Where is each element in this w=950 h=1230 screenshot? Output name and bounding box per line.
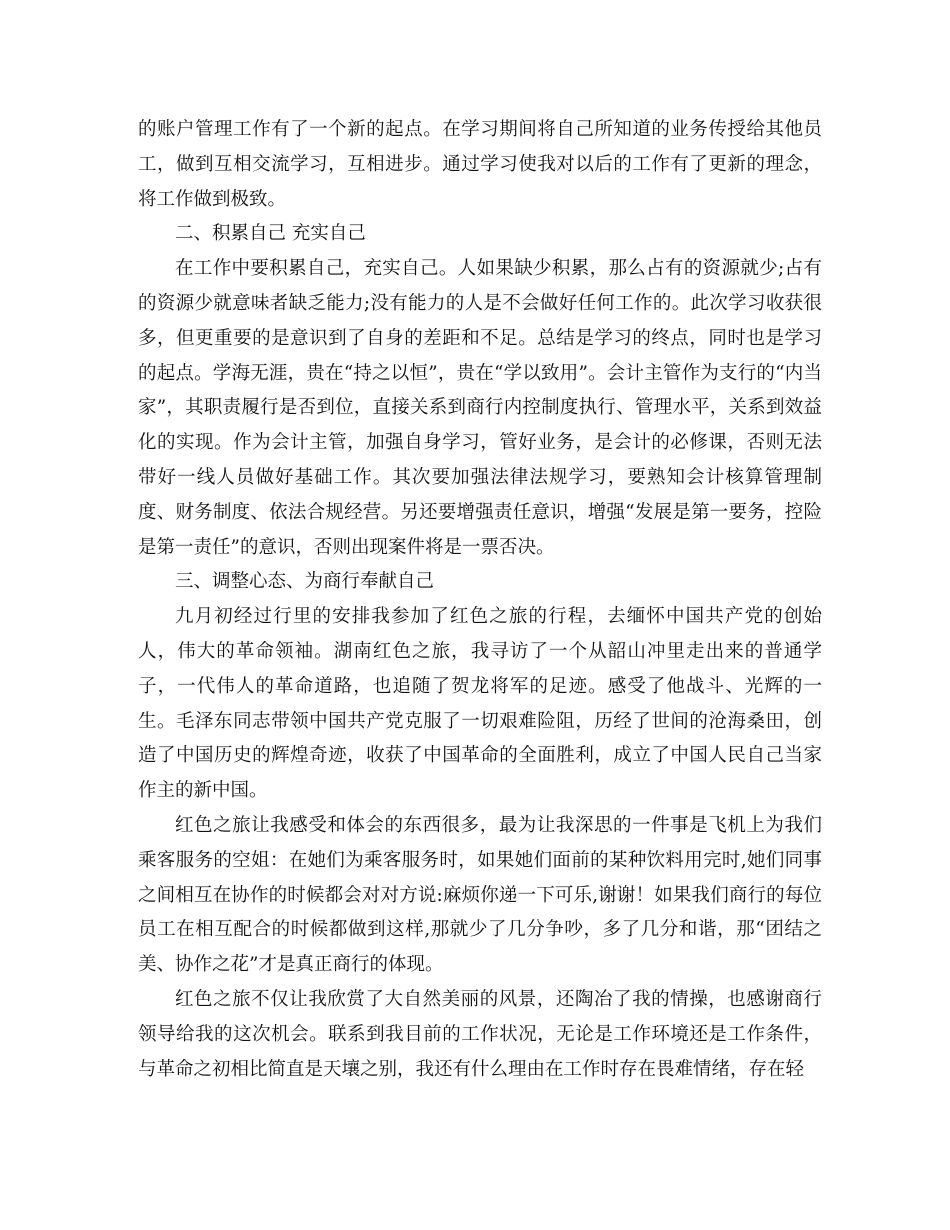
section-heading-2: 二、积累自己 充实自己 [175,223,366,245]
section-heading-3: 三、调整心态、为商行奉献自己 [175,571,435,593]
paragraph-reflection: 红色之旅不仅让我欣赏了大自然美丽的风景，还陶冶了我的情操，也感谢商行领导给我的这次机会。联系到我目前的工作状况，无论是工作环境还是工作条件，与革命之初相比简直是天壤之别，我还有什么理由在工作时存在畏难情绪，存在轻 [138,988,822,1080]
paragraph-accumulate: 在工作中要积累自己，充实自己。人如果缺少积累，那么占有的资源就少;占有的资源少就意味者缺乏能力;没有能力的人是不会做好任何工作的。此次学习收获很多，但更重要的是意识到了自身的差距和不足。总结是学习的终点，同时也是学习的起点。学海无涯，贵在“持之以恒”，贵在“学以致用”。会计主管作为支行的“内当家”，其职责履行是否到位，直接关系到商行内控制度执行、管理水平，关系到效益化的实现。作为会计主管，加强自身学习，管好业务，是会计的必修课，否则无法带好一线人员做好基础工作。其次要加强法律法规学习，要熟知会计核算管理制度、财务制度、依法合规经营。另还要增强责任意识，增强“发展是第一要务，控险是第一责任”的意识，否则出现案件将是一票否决。 [138,258,822,558]
document-body [138,113,822,1087]
paragraph-continuation: 的账户管理工作有了一个新的起点。在学习期间将自己所知道的业务传授给其他员工，做到互相交流学习，互相进步。通过学习使我对以后的工作有了更新的理念，将工作做到极致。 [138,119,822,210]
paragraph-red-tour: 九月初经过行里的安排我参加了红色之旅的行程，去缅怀中国共产党的创始人，伟大的革命领袖。湖南红色之旅，我寻访了一个从韶山冲里走出来的普通学子，一代伟人的革命道路，也追随了贺龙将军的足迹。感受了他战斗、光辉的一生。毛泽东同志带领中国共产党克服了一切艰难险阻，历经了世间的沧海桑田，创造了中国历史的辉煌奇迹，收获了中国革命的全面胜利，成立了中国人民自己当家作主的新中国。 [138,606,822,802]
paragraph-flight-attendant: 红色之旅让我感受和体会的东西很多，最为让我深思的一件事是飞机上为我们乘客服务的空姐：在她们为乘客服务时，如果她们面前的某种饮料用完时,她们同事之间相互在协作的时候都会对对方说:麻烦你递一下可乐,谢谢！如果我们商行的每位员工在相互配合的时候都做到这样,那就少了几分争吵，多了几分和谐，那“团结之美、协作之花”才是真正商行的体现。 [138,814,822,976]
